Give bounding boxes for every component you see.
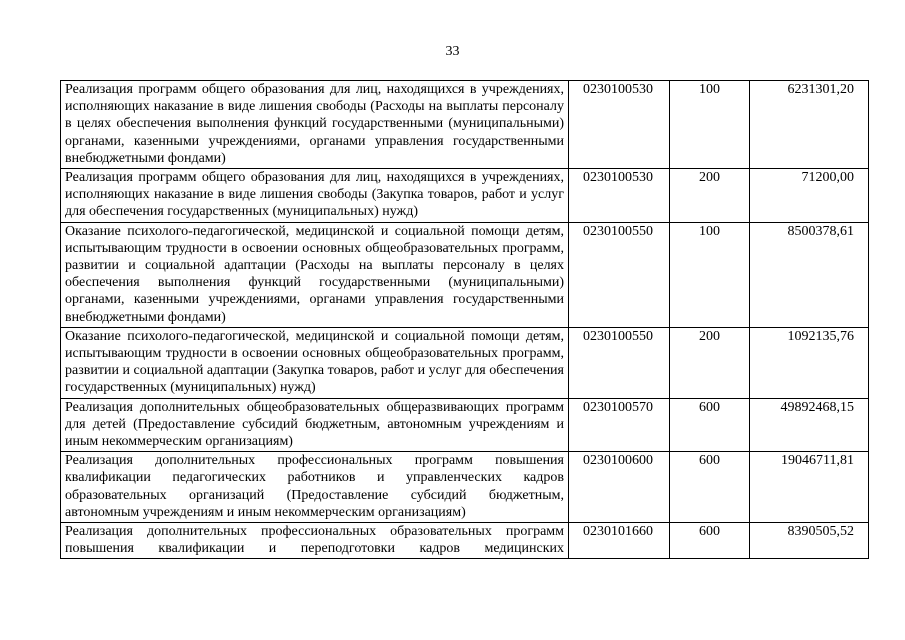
row-expense-type: 200 [670,169,750,223]
row-code: 0230100530 [569,169,670,223]
page-number: 33 [445,44,460,59]
row-code: 0230100550 [569,222,670,327]
table-row [61,398,869,452]
row-name: Реализация дополнительных общеобразовательных общеразвивающих программ для детей (Предоставление субсидий бюджетным, автономным учреждениям и иным некоммерческим организациям) [61,398,569,452]
table-row [61,452,869,523]
table-row [61,327,869,398]
row-name: Реализация программ общего образования для лиц, находящихся в учреждениях, исполняющих наказание в виде лишения свободы (Закупка товаров, работ и услуг для обеспечения государственных (муниципальных) нужд) [61,169,569,223]
row-amount: 19046711,81 [750,452,869,523]
table-row [61,222,869,327]
row-amount: 49892468,15 [750,398,869,452]
row-code: 0230100570 [569,398,670,452]
row-amount: 8500378,61 [750,222,869,327]
table-row [61,81,869,169]
row-expense-type: 600 [670,523,750,559]
row-code: 0230100600 [569,452,670,523]
row-amount: 8390505,52 [750,523,869,559]
budget-table [60,80,869,559]
row-code: 0230100530 [569,81,670,169]
row-name-text: Реализация дополнительных профессиональных образовательных программ повышения квалификации и переподготовки кадров медицинских [65,524,564,557]
row-expense-type: 600 [670,398,750,452]
row-name [61,523,569,559]
row-name: Оказание психолого-педагогической, медицинской и социальной помощи детям, испытывающим трудности в освоении основных общеобразовательных программ, развитии и социальной адаптации (Закупка товаров, работ и услуг для обеспечения государственных (муниципальных) нужд) [61,327,569,398]
row-amount: 6231301,20 [750,81,869,169]
row-code: 0230100550 [569,327,670,398]
row-expense-type: 600 [670,452,750,523]
row-amount: 71200,00 [750,169,869,223]
row-expense-type: 200 [670,327,750,398]
row-expense-type: 100 [670,81,750,169]
row-name: Реализация дополнительных профессиональных программ повышения квалификации педагогических работников и управленческих кадров образовательных организаций (Предоставление субсидий бюджетным, автономным учреждениям и иным некоммерческим организациям) [61,452,569,523]
row-expense-type: 100 [670,222,750,327]
row-name: Оказание психолого-педагогической, медицинской и социальной помощи детям, испытывающим трудности в освоении основных общеобразовательных программ, развитии и социальной адаптации (Расходы на выплаты персоналу в целях обеспечения выполнения функций государственными (муниципальными) органами, казенными учреждениями, органами управления государственными внебюджетными фондами) [61,222,569,327]
row-amount: 1092135,76 [750,327,869,398]
table-row [61,523,869,559]
row-name: Реализация программ общего образования для лиц, находящихся в учреждениях, исполняющих наказание в виде лишения свободы (Расходы на выплаты персоналу в целях обеспечения выполнения функций государственными (муниципальными) органами, казенными учреждениями, органами управления государственными внебюджетными фондами) [61,81,569,169]
table-row [61,169,869,223]
row-code: 0230101660 [569,523,670,559]
